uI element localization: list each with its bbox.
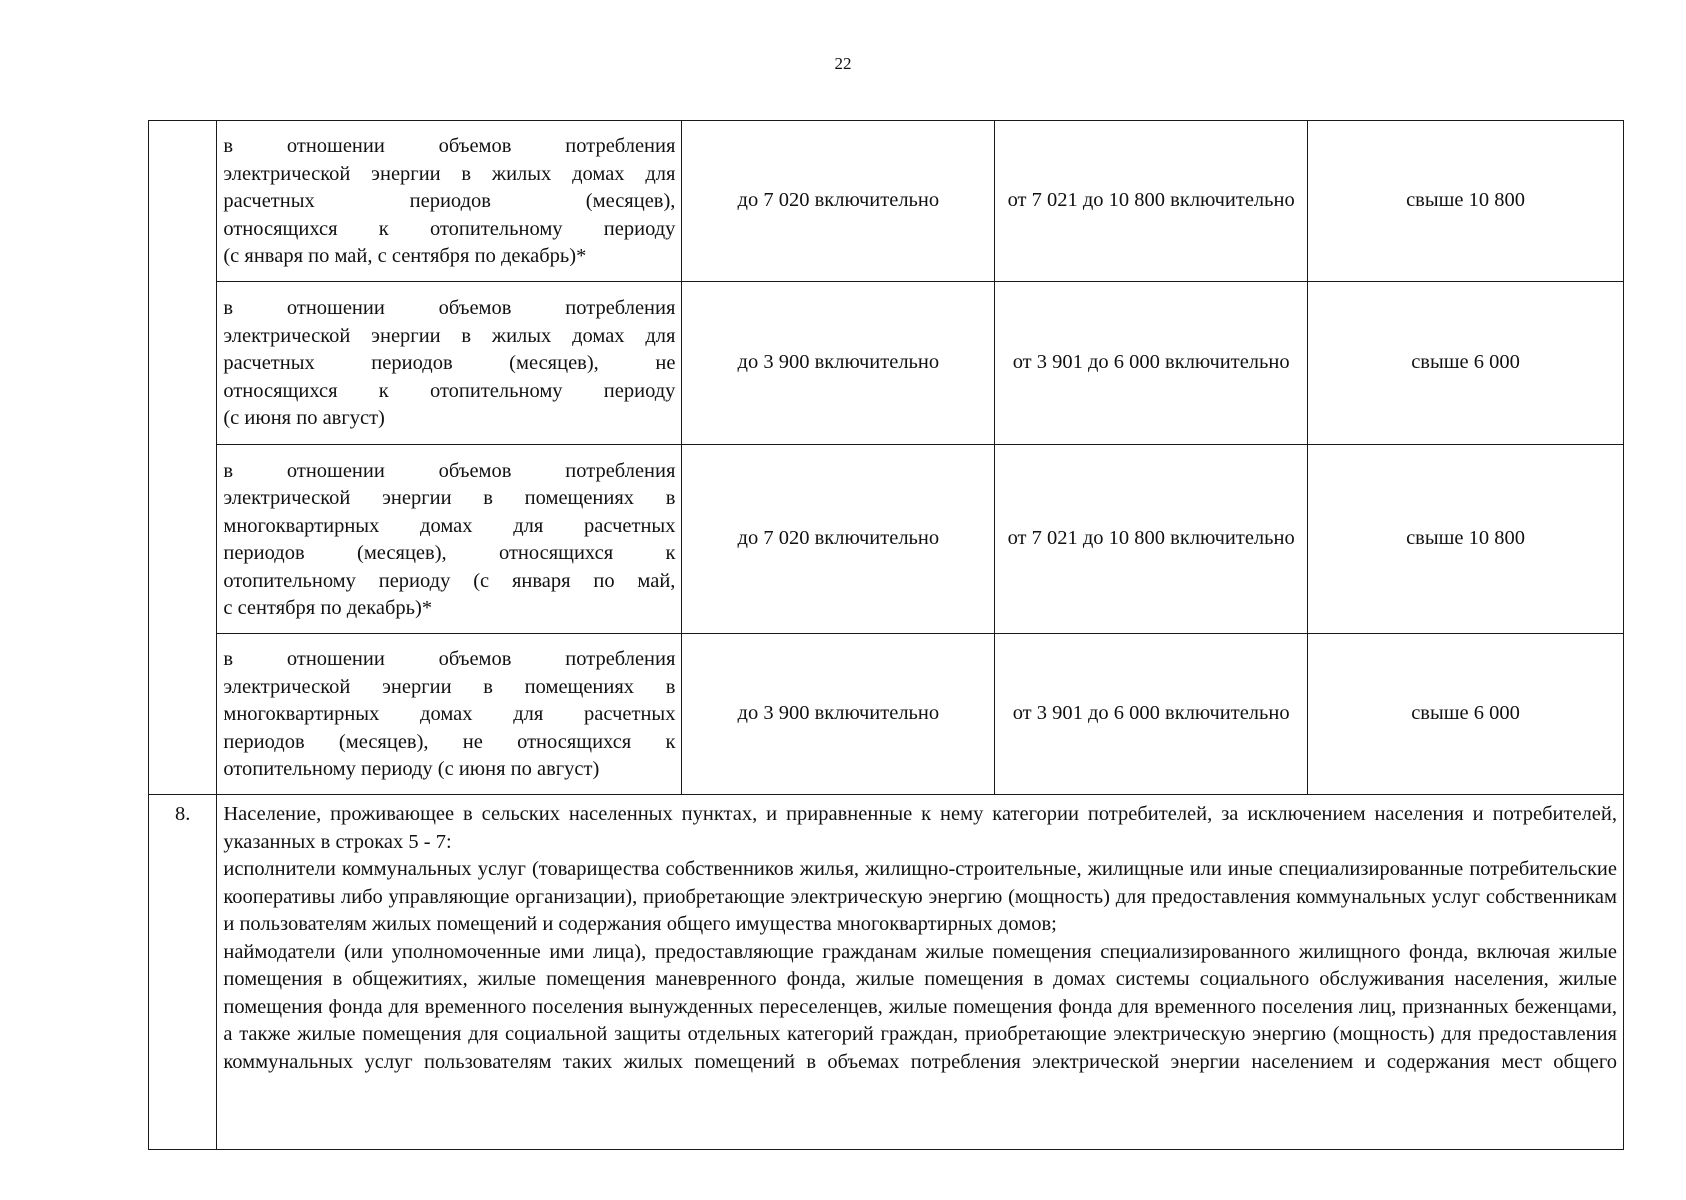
description-line: расчетных периодов (месяцев), не bbox=[223, 352, 676, 375]
category-paragraph: Население, проживающее в сельских населенных пунктах, и приравненные к нему категории потребителей, за исключением населения и потребителей, указанных в строках 5 - 7: bbox=[223, 803, 1617, 853]
description-line: относящихся к отопительному периоду bbox=[223, 379, 676, 402]
tariff-table bbox=[148, 120, 1624, 1150]
range-high-cell: свыше 6 000 bbox=[1308, 634, 1624, 795]
range-high-cell: свыше 6 000 bbox=[1308, 282, 1624, 445]
description-line: электрической энергии в жилых домах для bbox=[223, 162, 676, 185]
description-line: периодов (месяцев), относящихся к bbox=[223, 542, 676, 564]
description-line: с сентября по декабрь)* bbox=[223, 597, 433, 619]
page-number: 22 bbox=[834, 54, 852, 73]
description-line: электрической энергии в помещениях в bbox=[223, 487, 676, 509]
description-line: в отношении объемов потребления bbox=[223, 648, 676, 671]
range-low-cell: до 7 020 включительно bbox=[682, 121, 995, 282]
description-line: многоквартирных домах для расчетных bbox=[223, 514, 676, 537]
range-high-cell: свыше 10 800 bbox=[1308, 445, 1624, 634]
description-line: отопительному периоду (с июня по август) bbox=[223, 758, 600, 781]
description-line: периодов (месяцев), не относящихся к bbox=[223, 730, 676, 753]
description-line: в отношении объемов потребления bbox=[223, 459, 676, 482]
range-mid-cell: от 3 901 до 6 000 включительно bbox=[995, 634, 1308, 795]
row-number-cell bbox=[149, 282, 217, 445]
range-low-cell: до 3 900 включительно bbox=[682, 282, 995, 445]
consumer-category-text bbox=[217, 795, 1624, 1150]
table-row bbox=[149, 282, 1624, 445]
range-high-cell: свыше 10 800 bbox=[1308, 121, 1624, 282]
table-row bbox=[149, 121, 1624, 282]
description-line: многоквартирных домах для расчетных bbox=[223, 703, 676, 726]
description-line: в отношении объемов потребления bbox=[223, 297, 676, 320]
table-row bbox=[149, 634, 1624, 795]
consumption-description bbox=[217, 282, 682, 445]
category-paragraph: наймодатели (или уполномоченные ими лица), предоставляющие гражданам жилые помещения специализированного жилищного фонда, включая жилые помещения в общежитиях, жилые помещения маневренного фонда, жилые помещения в домах системы социального обслуживания населения, жилые помещения фонда для временного поселения вынужденных переселенцев, жилые помещения фонда для временного поселения лиц, признанных беженцами, а также жилые помещения для социальной защиты отдельных категорий граждан, приобретающие электрическую энергию (мощность) для предоставления коммунальных услуг пользователям таких жилых помещений в объемах потребления электрической энергии населением и содержания мест общего bbox=[223, 940, 1617, 1073]
description-line: (с января по май, с сентября по декабрь)* bbox=[223, 245, 587, 268]
description-line: в отношении объемов потребления bbox=[223, 135, 676, 158]
range-mid-cell: от 7 021 до 10 800 включительно bbox=[995, 445, 1308, 634]
description-line: (с июня по август) bbox=[223, 407, 385, 430]
range-low-cell: до 3 900 включительно bbox=[682, 634, 995, 795]
row-number-cell: 8. bbox=[149, 795, 217, 1150]
description-line: относящихся к отопительному периоду bbox=[223, 217, 676, 240]
range-mid-cell: от 3 901 до 6 000 включительно bbox=[995, 282, 1308, 445]
table-row bbox=[149, 795, 1624, 1150]
row-number-cell bbox=[149, 634, 217, 795]
description-line: расчетных периодов (месяцев), bbox=[223, 190, 676, 213]
description-line: электрической энергии в помещениях в bbox=[223, 675, 676, 698]
range-low-cell: до 7 020 включительно bbox=[682, 445, 995, 634]
description-line: электрической энергии в жилых домах для bbox=[223, 324, 676, 347]
category-paragraph: исполнители коммунальных услуг (товарищества собственников жилья, жилищно-строительные, жилищные или иные специализированные потребительские кооперативы либо управляющие организации), приобретающие электрическую энергию (мощность) для предоставления коммунальных услуг собственникам и пользователям жилых помещений и содержания общего имущества многоквартирных домов; bbox=[223, 858, 1617, 935]
table-row bbox=[149, 445, 1624, 634]
consumption-description bbox=[217, 445, 682, 634]
consumption-description bbox=[217, 121, 682, 282]
range-mid-cell: от 7 021 до 10 800 включительно bbox=[995, 121, 1308, 282]
row-number-cell bbox=[149, 121, 217, 282]
consumption-description bbox=[217, 634, 682, 795]
description-line: отопительному периоду (с января по май, bbox=[223, 569, 676, 592]
row-number-cell bbox=[149, 445, 217, 634]
